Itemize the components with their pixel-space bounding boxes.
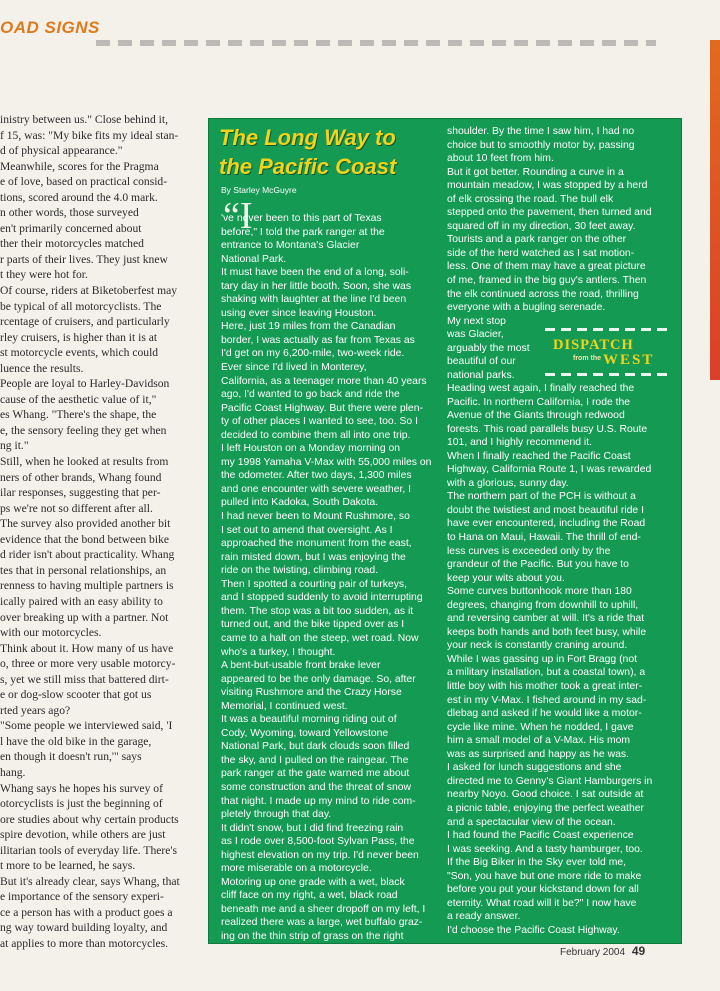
text-line: It was a beautiful morning riding out of (221, 714, 397, 726)
text-line: I had never been to Mount Rushmore, so (221, 511, 410, 523)
text-line: I set out to amend that oversight. As I (221, 524, 393, 536)
text-line: of me, framed in the big guy's antlers. Then (447, 275, 647, 287)
text-line: Memorial, I continued west. (221, 700, 348, 712)
text-line: Cody, Wyoming, toward Yellowstone (221, 727, 389, 739)
text-line: Motoring up one grade with a wet, black (221, 876, 405, 888)
text-line: appeared to be the only damage. So, after (221, 673, 416, 685)
text-line: "Son, you have but one more ride to make (447, 870, 642, 882)
text-line: Of course, riders at Biketoberfest may (0, 284, 178, 298)
text-line: who's a turkey, I thought. (221, 646, 336, 658)
text-line: A bent-but-usable front brake lever (221, 660, 381, 672)
text-line: using ever since leaving Houston. (221, 307, 377, 319)
article-body-column-1 (221, 212, 431, 944)
text-line: a picnic table, enjoying the perfect weather (447, 802, 644, 814)
text-line: everyone with a bugling serenade. (447, 302, 606, 314)
article-title-line1: The Long Way to (219, 125, 396, 150)
text-line: ago, I'd wanted to go back and ride the (221, 389, 400, 401)
text-line: keeps both hands and both feet busy, while (447, 626, 647, 638)
text-line: cause of the aesthetic value of it," (0, 392, 157, 406)
text-line: rain misted down, but I was enjoying the (221, 551, 406, 563)
text-line: as I rode over 8,500-foot Sylvan Pass, the (221, 836, 415, 848)
page-edge-color-bar (710, 40, 720, 380)
text-line: side of the herd watched as I sat motion- (447, 247, 635, 259)
text-line: some construction and the threat of snow (221, 781, 412, 793)
text-line: t they were hot for. (0, 268, 88, 282)
text-line: en though it doesn't run,'" says (0, 750, 142, 764)
text-line: ride on the twisting, climbing road. (221, 565, 379, 577)
text-line: ically paired with an easy ability to (0, 594, 163, 608)
text-line: eternity. What road will it be?" I now have (447, 897, 637, 909)
text-line: pletely through that day. (221, 809, 332, 821)
text-line: rted years ago? (0, 703, 71, 717)
text-line: before you put your kickstand down for all (447, 884, 639, 896)
text-line: was as surprised and happy as he was. (447, 748, 629, 760)
text-line: ore studies about why certain products (0, 812, 179, 826)
text-line: doubt the twistiest and most beautiful ride I (447, 504, 644, 516)
text-line: I was seeking. And a tasty hamburger, too. (447, 843, 643, 855)
text-line: Avenue of the Giants through redwood (447, 410, 625, 422)
text-line: over breaking up with a partner. Not (0, 610, 169, 624)
text-line: turned out, and the bike tipped over as I (221, 619, 405, 631)
text-line: was Glacier, (447, 329, 504, 341)
text-line: have ever encountered, including the Road (447, 518, 646, 530)
page-header (0, 18, 720, 46)
text-line: tary day in her little booth. Soon, she was (221, 280, 412, 292)
text-line: the odometer. After two days, 1,300 miles (221, 470, 412, 482)
text-line: more miserable on a motorcycle. (221, 863, 372, 875)
text-line: e of love, based on practical consid- (0, 175, 168, 189)
text-line: the elk continued across the road, thrilling (447, 288, 639, 300)
text-line: and reversing camber at will. It's a ride that (447, 613, 645, 625)
text-line: 've never been to this part of Texas (221, 213, 382, 224)
text-line: My next stop (447, 315, 506, 327)
text-line: directed me to Genny's Giant Hamburgers in (447, 775, 653, 787)
text-line: It must have been the end of a long, soli- (221, 267, 409, 279)
text-line: es Whang. "There's the shape, the (0, 408, 157, 422)
text-line: about 10 feet from him. (447, 153, 554, 165)
text-line: I left Houston on a Monday morning on (221, 443, 401, 455)
text-line: Pacific. In northern California, I rode the (447, 396, 631, 408)
text-line: arguably the most (447, 342, 530, 354)
text-line: decided to combine them all into one trip. (221, 429, 411, 441)
text-line: But it's already clear, says Whang, that (0, 874, 180, 888)
text-line: shaking with laughter at the line I'd been (221, 294, 407, 306)
text-line: National Park, but dark clouds soon filled (221, 741, 410, 753)
text-line: of elk crossing the road. The bull elk (447, 193, 614, 205)
text-line: ng it." (0, 439, 29, 453)
text-line: e or dog-slow scooter that got us (0, 688, 152, 702)
text-line: The survey also provided another bit (0, 517, 171, 531)
text-line: before," I told the park ranger at the (221, 226, 385, 238)
text-line: visiting Rushmore and the Crazy Horse (221, 687, 402, 699)
text-line: e, the sensory feeling they get when (0, 423, 167, 437)
text-line: ty of other places I wanted to see, too. So I (221, 416, 418, 428)
text-line: e importance of the sensory experi- (0, 890, 164, 904)
text-line: d of physical appearance." (0, 144, 123, 158)
text-line: pulled into Kadoka, South Dakota. (221, 497, 379, 509)
text-line: Ever since I'd lived in Monterey, (221, 362, 367, 374)
text-line: f 15, was: "My bike fits my ideal stan- (0, 128, 179, 142)
text-line: evidence that the bond between bike (0, 532, 170, 546)
page-number: 49 (631, 944, 646, 958)
text-line: and a spectacular view of the ocean. (447, 816, 616, 828)
text-line: Highway, California Route 1, I was rewarded (447, 464, 652, 476)
text-line: California, as a teenager more than 40 years (221, 375, 427, 387)
text-line: While I was gassing up in Fort Bragg (not (447, 653, 638, 665)
text-line: spire devotion, while others are just (0, 828, 166, 842)
text-line: national parks. (447, 369, 515, 381)
text-line: otorcyclists is just the beginning of (0, 797, 163, 811)
text-line: nearby Noyo. Good choice. I sat outside at (447, 789, 644, 801)
text-line: National Park. (221, 253, 287, 265)
sidebar-article-box (208, 118, 682, 944)
text-line: realized there was a large, wet buffalo graz- (221, 917, 423, 929)
dispatch-west-label: WEST (603, 352, 655, 368)
text-line: est in my V-Max. I fished around in my sad- (447, 694, 647, 706)
article-title-line2: the Pacific Coast (219, 154, 397, 179)
text-line: my 1998 Yamaha V-Max with 55,000 miles on (221, 456, 432, 468)
text-line: entrance to Montana's Glacier (221, 240, 360, 252)
text-line: keep your wits about you. (447, 572, 565, 584)
text-line: inistry between us." Close behind it, (0, 113, 168, 126)
text-line: to Hana on Maui, Hawaii. The thrill of end- (447, 532, 641, 544)
text-line: luence the results. (0, 361, 84, 375)
text-line: beneath me and a sheer dropoff on my left, I (221, 903, 426, 915)
text-line: and one encounter with severe weather, I (221, 483, 412, 495)
text-line: beautiful of our (447, 356, 516, 368)
text-line: that night. I made up my mind to ride com- (221, 795, 416, 807)
text-line: and I stopped suddenly to avoid interrupting (221, 592, 423, 604)
article-title (219, 123, 396, 181)
text-line: ce a person has with a product goes a (0, 905, 173, 919)
dispatch-from-label: from the (573, 355, 601, 362)
text-line: a military installation, but a coastal town), a (447, 667, 646, 679)
text-line: I had found the Pacific Coast experience (447, 830, 634, 842)
text-line: l have the old bike in the garage, (0, 734, 152, 748)
left-article-column (0, 112, 192, 952)
text-line: Some curves buttonhook more than 180 (447, 586, 632, 598)
text-line: squared off in my direction, 30 feet away. (447, 220, 636, 232)
text-line: Still, when he looked at results from (0, 455, 169, 469)
text-line: ther their motorcycles matched (0, 237, 144, 251)
text-line: your neck is constantly craning around. (447, 640, 628, 652)
text-line: be typical of all motorcyclists. The (0, 299, 162, 313)
text-line: ilar responses, suggesting that per- (0, 486, 161, 500)
text-line: Whang says he hopes his survey of (0, 781, 163, 795)
text-line: Tourists and a park ranger on the other (447, 234, 627, 246)
text-line: The northern part of the PCH is without a (447, 491, 636, 503)
text-line: ps we're not so different after all. (0, 501, 153, 515)
text-line: degrees, changing from downhill to uphill, (447, 599, 639, 611)
header-rule (96, 40, 656, 46)
article-body-column-2-bottom (447, 382, 652, 937)
text-line: o, three or more very usable motorcy- (0, 657, 176, 671)
text-line: ners of other brands, Whang found (0, 470, 162, 484)
text-line: hang. (0, 765, 26, 779)
text-line: dlebag and asked if he would like a motor- (447, 708, 642, 720)
text-line: I'd choose the Pacific Coast Highway. (447, 924, 620, 936)
text-line: highest elevation on my trip. I'd never been (221, 849, 419, 861)
text-line: with a glorious, sunny day. (447, 477, 569, 489)
text-line: I asked for lunch suggestions and she (447, 762, 622, 774)
text-line: cliff face on my right, a wet, black road (221, 890, 398, 902)
text-line: r parts of their lives. They just knew (0, 252, 168, 266)
text-line: choice but to smoothly motor by, passing (447, 139, 635, 151)
text-line: cycle like mine. When he nodded, I gave (447, 721, 634, 733)
text-line: them. The stop was a bit too sudden, as it (221, 605, 414, 617)
text-line: Here, just 19 miles from the Canadian (221, 321, 396, 333)
text-line: rcentage of cruisers, and particularly (0, 315, 170, 329)
text-line: renness to having multiple partners is (0, 579, 174, 593)
text-line: mountain meadow, I was stopped by a herd (447, 180, 648, 192)
text-line: shoulder. By the time I saw him, I had no (447, 126, 635, 137)
dispatch-label: DISPATCH (553, 337, 634, 353)
text-line: It didn't snow, but I did find freezing rain (221, 822, 404, 834)
text-line: 101, and I highly recommend it. (447, 437, 592, 449)
text-line: less curves is exceeded only by the (447, 545, 611, 557)
text-line: rley cruisers, is higher than it is at (0, 330, 158, 344)
text-line: I'd get on my 6,200-mile, two-week ride. (221, 348, 405, 360)
text-line: tions, scored around the 4.0 mark. (0, 190, 158, 204)
text-line: ng way toward building loyalty, and (0, 921, 168, 935)
text-line: at applies to more than motorcycles. (0, 936, 169, 950)
text-line: Then I spotted a courting pair of turkeys, (221, 578, 407, 590)
text-line: tes that in personal relationships, an (0, 563, 167, 577)
text-line: ilitarian tools of everyday life. There's (0, 843, 178, 857)
text-line: Think about it. How many of us have (0, 641, 174, 655)
text-line: park ranger at the gate warned me about (221, 768, 410, 780)
text-line: less. One of them may have a great picture (447, 261, 646, 273)
text-line: with our motorcycles. (0, 626, 102, 640)
text-line: ing on the thin strip of grass on the right (221, 930, 404, 942)
text-line: st motorcycle events, which could (0, 346, 159, 360)
text-line: en't primarily concerned about (0, 221, 142, 235)
text-line: But it got better. Rounding a curve in a (447, 166, 624, 178)
text-line: Meanwhile, scores for the Pragma (0, 159, 159, 173)
text-line: came to a halt on the steep, wet road. Now (221, 632, 419, 644)
text-line: border, I was actually as far from Texas as (221, 334, 415, 346)
text-line: Pacific Coast Highway. But there were plen- (221, 402, 423, 414)
text-line: the sky, and I pulled on the raingear. The (221, 754, 409, 766)
text-line: t more to be learned, he says. (0, 859, 136, 873)
text-line: little boy with his mother took a great inter- (447, 681, 643, 693)
text-line: When I finally reached the Pacific Coast (447, 450, 631, 462)
dispatch-rule-bottom (545, 373, 673, 376)
text-line: If the Big Biker in the Sky ever told me, (447, 857, 627, 869)
text-line: a ready answer. (447, 911, 521, 923)
drop-cap: “I (223, 195, 253, 237)
text-line: Heading west again, I finally reached the (447, 383, 635, 394)
text-line: stepped onto the pavement, then turned and (447, 207, 652, 219)
text-line: "Some people we interviewed said, 'I (0, 719, 173, 733)
text-line: forests. This road parallels busy U.S. Route (447, 423, 648, 435)
text-line: s, yet we still miss that battered dirt- (0, 672, 169, 686)
dispatch-from-the-west-logo (545, 328, 673, 378)
text-line: him a small model of a V-Max. His mom (447, 735, 631, 747)
text-line: n other words, those surveyed (0, 206, 139, 220)
text-line: grandeur of the Pacific. But you have to (447, 559, 629, 571)
section-title: OAD SIGNS (0, 18, 100, 37)
text-line: d rider isn't about practicality. Whang (0, 548, 175, 562)
text-line: approached the monument from the east, (221, 538, 412, 550)
text-line: People are loyal to Harley-Davidson (0, 377, 170, 391)
issue-date: February 2004 (560, 947, 626, 958)
article-byline: By Starley McGuyre (221, 185, 297, 195)
dispatch-rule-top (545, 328, 673, 331)
page-footer (560, 944, 645, 958)
